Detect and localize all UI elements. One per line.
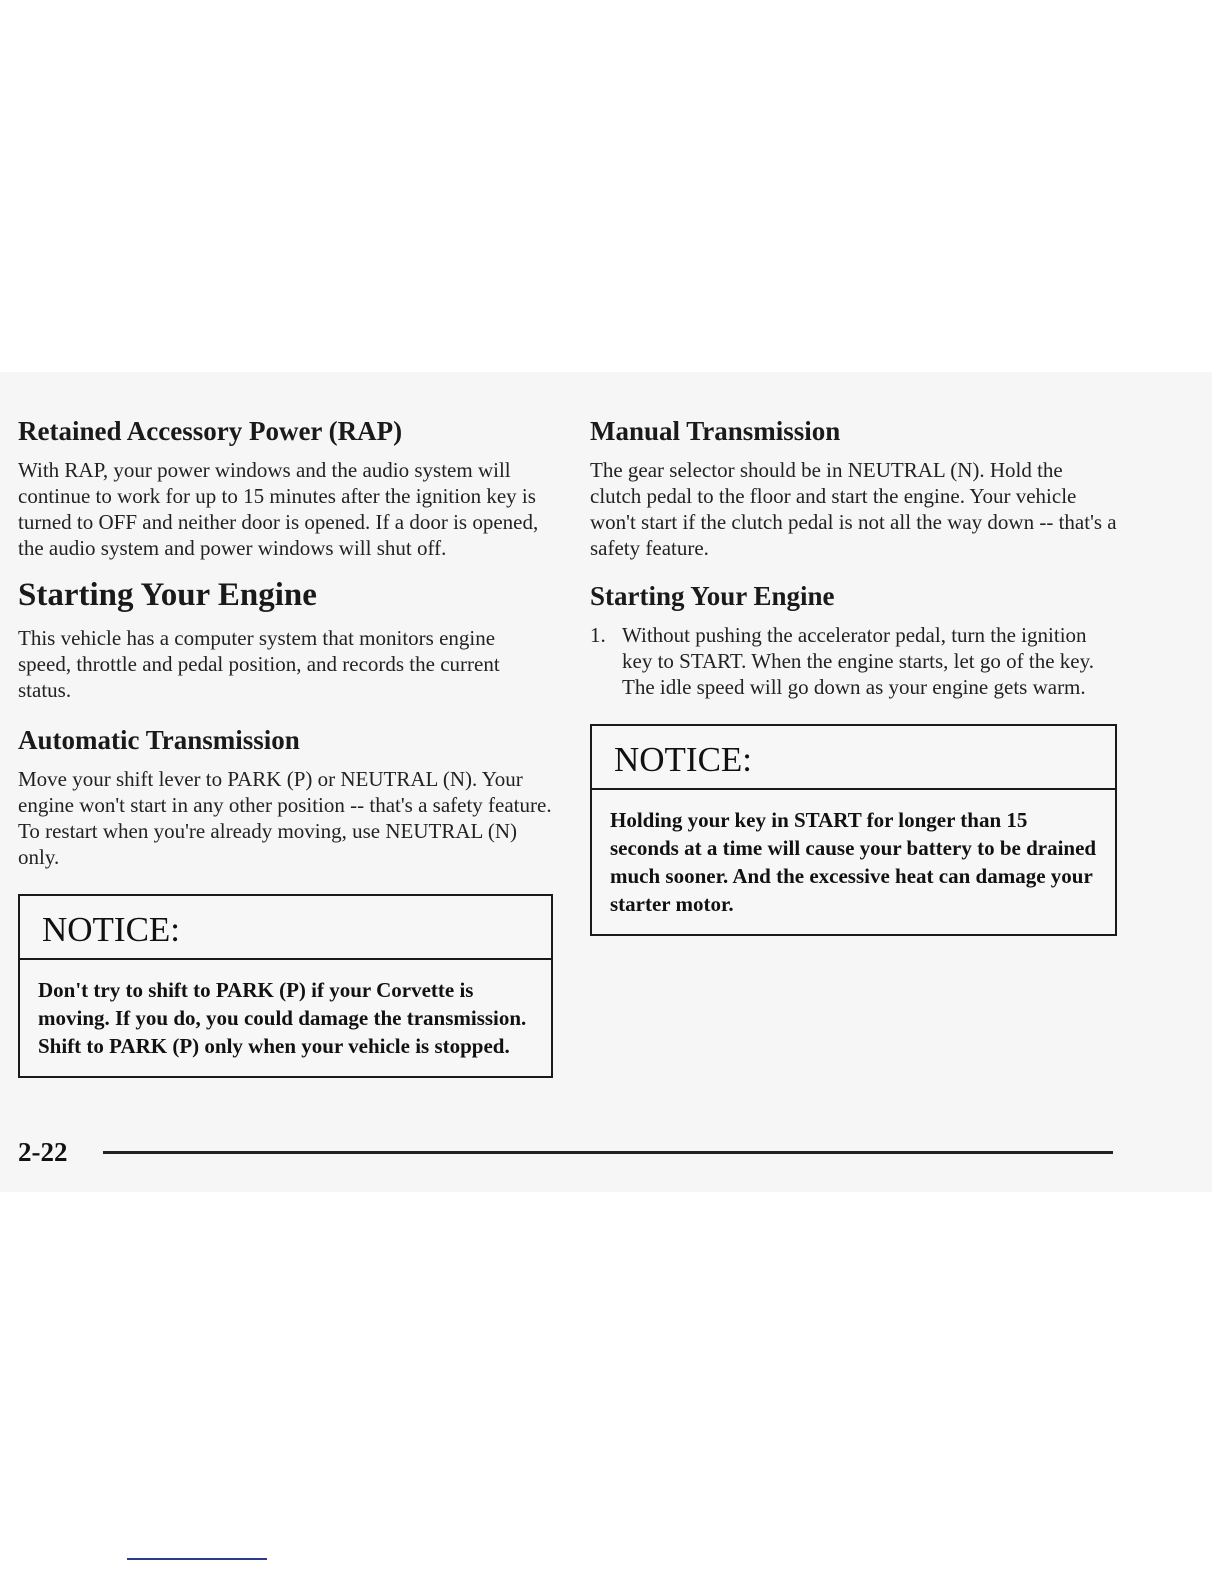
step-text: Without pushing the accelerator pedal, turn the ignition key to START. When the engine starts, let go of the key. The idle speed will go down as your engine gets warm. xyxy=(622,623,1094,700)
manual-transmission-heading: Manual Transmission xyxy=(590,416,841,446)
bottom-divider xyxy=(127,1558,267,1560)
notice-title: NOTICE: xyxy=(20,896,551,960)
left-column xyxy=(18,416,553,1078)
starting-steps-list xyxy=(590,622,1117,700)
notice-box-right xyxy=(590,724,1117,936)
notice-text: Holding your key in START for longer than 15 seconds at a time will cause your battery to be drained much sooner. And the excessive heat can damage your starter motor. xyxy=(610,808,1097,917)
right-column xyxy=(590,416,1117,936)
starting-engine-subheading: Starting Your Engine xyxy=(590,581,835,612)
manual-transmission-paragraph: The gear selector should be in NEUTRAL (N). Hold the clutch pedal to the floor and start the engine. Your vehicle won't start if the clutch pedal is not all the way down -- that's a safety feature. xyxy=(590,458,1117,561)
rap-paragraph: With RAP, your power windows and the audio system will continue to work for up to 15 minutes after the ignition key is turned to OFF and neither door is opened. If a door is opened, the audio system and power windows will shut off. xyxy=(18,458,539,561)
page-number: 2-22 xyxy=(18,1137,68,1167)
notice-title: NOTICE: xyxy=(592,726,1115,790)
step-number: 1. xyxy=(590,623,606,648)
notice-box-left xyxy=(18,894,553,1078)
starting-engine-heading: Starting Your Engine xyxy=(18,577,317,614)
automatic-transmission-paragraph: Move your shift lever to PARK (P) or NEUTRAL (N). Your engine won't start in any other position -- that's a safety feature. To restart when you're already moving, use NEUTRAL (N) only. xyxy=(18,767,552,870)
footer-rule xyxy=(103,1151,1113,1154)
list-item xyxy=(590,622,1117,700)
notice-text: Don't try to shift to PARK (P) if your Corvette is moving. If you do, you could damage the transmission. Shift to PARK (P) only when your vehicle is stopped. xyxy=(38,978,527,1059)
rap-heading: Retained Accessory Power (RAP) xyxy=(18,416,403,446)
automatic-transmission-heading: Automatic Transmission xyxy=(18,724,300,755)
starting-engine-paragraph: This vehicle has a computer system that monitors engine speed, throttle and pedal position, and records the current status. xyxy=(18,625,500,702)
